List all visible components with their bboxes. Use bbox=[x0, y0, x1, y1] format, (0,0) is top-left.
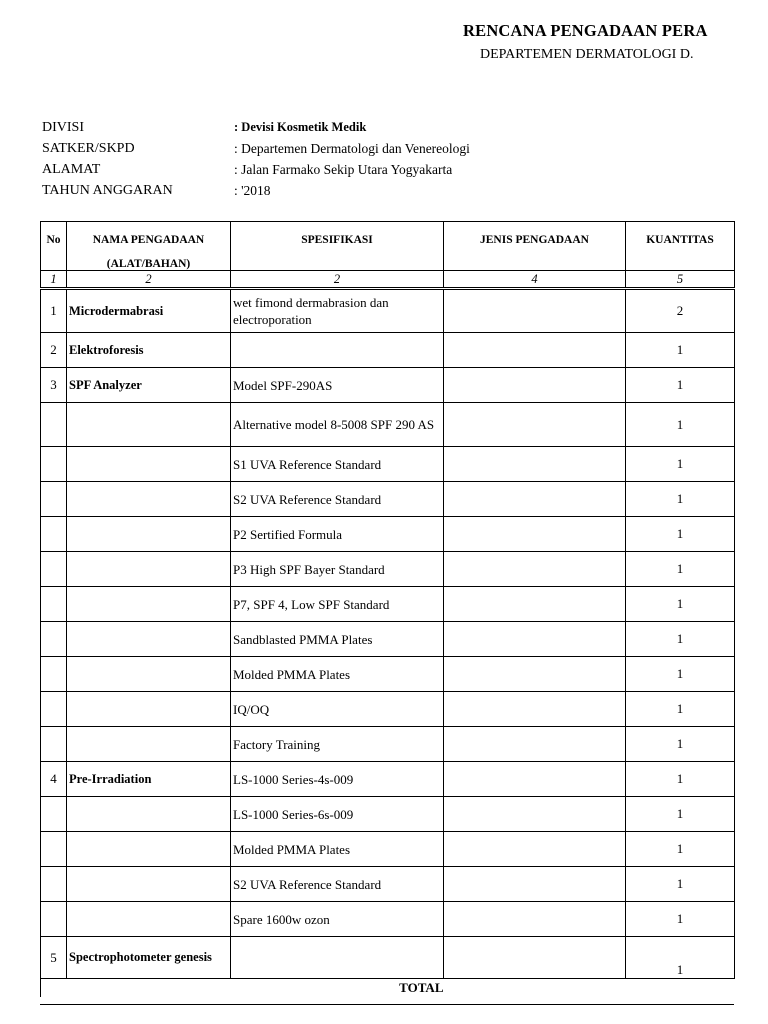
row-number bbox=[41, 657, 67, 692]
row-quantity: 2 bbox=[626, 289, 735, 333]
table-row bbox=[41, 517, 735, 552]
row-item-name bbox=[67, 622, 231, 657]
row-item-name: Spectrophotometer genesis bbox=[67, 937, 231, 979]
header-spesifikasi: SPESIFIKASI bbox=[231, 222, 444, 271]
table-body bbox=[41, 289, 735, 979]
table-row bbox=[41, 447, 735, 482]
table-row bbox=[41, 289, 735, 333]
row-specification: S2 UVA Reference Standard bbox=[231, 482, 444, 517]
row-item-name bbox=[67, 403, 231, 447]
row-item-name bbox=[67, 447, 231, 482]
row-specification: S1 UVA Reference Standard bbox=[231, 447, 444, 482]
column-index-row bbox=[41, 271, 735, 289]
row-jenis-pengadaan bbox=[444, 333, 626, 368]
info-row-tahun-anggaran bbox=[42, 180, 470, 201]
row-quantity: 1 bbox=[626, 762, 735, 797]
row-jenis-pengadaan bbox=[444, 832, 626, 867]
row-quantity: 1 bbox=[626, 727, 735, 762]
total-row bbox=[41, 979, 735, 998]
procurement-table bbox=[40, 221, 735, 997]
row-jenis-pengadaan bbox=[444, 289, 626, 333]
row-number bbox=[41, 902, 67, 937]
row-quantity: 1 bbox=[626, 622, 735, 657]
table-row bbox=[41, 832, 735, 867]
row-quantity: 1 bbox=[626, 368, 735, 403]
row-specification: Model SPF-290AS bbox=[231, 368, 444, 403]
document-subtitle: DEPARTEMEN DERMATOLOGI D. bbox=[480, 47, 694, 62]
row-item-name: Elektroforesis bbox=[67, 333, 231, 368]
total-value bbox=[444, 979, 735, 998]
row-specification: Alternative model 8-5008 SPF 290 AS bbox=[231, 403, 444, 447]
row-jenis-pengadaan bbox=[444, 902, 626, 937]
row-number bbox=[41, 797, 67, 832]
row-specification: LS-1000 Series-6s-009 bbox=[231, 797, 444, 832]
row-specification: S2 UVA Reference Standard bbox=[231, 867, 444, 902]
row-item-name bbox=[67, 517, 231, 552]
table-row bbox=[41, 937, 735, 979]
info-block bbox=[42, 117, 470, 201]
row-jenis-pengadaan bbox=[444, 727, 626, 762]
row-item-name bbox=[67, 727, 231, 762]
document-title: RENCANA PENGADAAN PERA bbox=[463, 21, 708, 40]
row-jenis-pengadaan bbox=[444, 762, 626, 797]
row-quantity: 1 bbox=[626, 902, 735, 937]
row-jenis-pengadaan bbox=[444, 403, 626, 447]
index-cell: 5 bbox=[626, 271, 735, 289]
index-cell: 1 bbox=[41, 271, 67, 289]
header-nama-line1: NAMA PENGADAAN bbox=[92, 234, 205, 246]
row-jenis-pengadaan bbox=[444, 797, 626, 832]
row-number bbox=[41, 552, 67, 587]
row-quantity: 1 bbox=[626, 587, 735, 622]
row-quantity: 1 bbox=[626, 832, 735, 867]
table-row bbox=[41, 587, 735, 622]
row-number: 5 bbox=[41, 937, 67, 979]
index-cell: 2 bbox=[231, 271, 444, 289]
table-row bbox=[41, 552, 735, 587]
info-row-alamat bbox=[42, 159, 470, 180]
row-quantity: 1 bbox=[626, 517, 735, 552]
row-number bbox=[41, 867, 67, 902]
row-number bbox=[41, 727, 67, 762]
table-row bbox=[41, 368, 735, 403]
info-label: ALAMAT bbox=[42, 161, 101, 177]
header-no: No bbox=[41, 222, 67, 271]
info-value: : '2018 bbox=[234, 182, 271, 198]
table-row bbox=[41, 867, 735, 902]
row-specification: IQ/OQ bbox=[231, 692, 444, 727]
row-quantity: 1 bbox=[626, 447, 735, 482]
row-jenis-pengadaan bbox=[444, 482, 626, 517]
row-jenis-pengadaan bbox=[444, 692, 626, 727]
table-row bbox=[41, 797, 735, 832]
row-quantity: 1 bbox=[626, 797, 735, 832]
row-number: 3 bbox=[41, 368, 67, 403]
row-jenis-pengadaan bbox=[444, 587, 626, 622]
row-quantity: 1 bbox=[626, 333, 735, 368]
table-header-row bbox=[41, 222, 735, 271]
row-item-name bbox=[67, 692, 231, 727]
bottom-rule bbox=[40, 1004, 734, 1005]
row-jenis-pengadaan bbox=[444, 867, 626, 902]
table-row bbox=[41, 403, 735, 447]
row-item-name: Microdermabrasi bbox=[67, 289, 231, 333]
row-number: 2 bbox=[41, 333, 67, 368]
table-row bbox=[41, 622, 735, 657]
row-jenis-pengadaan bbox=[444, 517, 626, 552]
table-row bbox=[41, 727, 735, 762]
row-item-name: Pre-Irradiation bbox=[67, 762, 231, 797]
row-number bbox=[41, 447, 67, 482]
row-item-name bbox=[67, 657, 231, 692]
row-jenis-pengadaan bbox=[444, 657, 626, 692]
row-number bbox=[41, 692, 67, 727]
row-item-name: SPF Analyzer bbox=[67, 368, 231, 403]
info-row-divisi bbox=[42, 117, 470, 138]
info-value: : Jalan Farmako Sekip Utara Yogyakarta bbox=[234, 161, 453, 177]
index-cell: 2 bbox=[67, 271, 231, 289]
info-label: SATKER/SKPD bbox=[42, 140, 135, 156]
row-number bbox=[41, 403, 67, 447]
row-item-name bbox=[67, 552, 231, 587]
info-value: : Departemen Dermatologi dan Venereologi bbox=[234, 140, 470, 156]
info-row-satker bbox=[42, 138, 470, 159]
row-item-name bbox=[67, 867, 231, 902]
table-row bbox=[41, 762, 735, 797]
header-kuantitas: KUANTITAS bbox=[626, 222, 735, 271]
info-value: : Devisi Kosmetik Medik bbox=[234, 120, 367, 134]
row-quantity: 1 bbox=[626, 552, 735, 587]
header-nama-pengadaan bbox=[67, 222, 231, 271]
row-specification: Factory Training bbox=[231, 727, 444, 762]
row-number bbox=[41, 587, 67, 622]
row-quantity: 1 bbox=[626, 692, 735, 727]
header-jenis-pengadaan: JENIS PENGADAAN bbox=[444, 222, 626, 271]
row-item-name bbox=[67, 587, 231, 622]
table-row bbox=[41, 657, 735, 692]
index-cell: 4 bbox=[444, 271, 626, 289]
row-number bbox=[41, 832, 67, 867]
row-specification: Spare 1600w ozon bbox=[231, 902, 444, 937]
row-specification: P7, SPF 4, Low SPF Standard bbox=[231, 587, 444, 622]
row-specification bbox=[231, 333, 444, 368]
row-jenis-pengadaan bbox=[444, 552, 626, 587]
row-number bbox=[41, 622, 67, 657]
header-nama-line2: (ALAT/BAHAN) bbox=[106, 258, 191, 270]
row-number bbox=[41, 482, 67, 517]
table-row bbox=[41, 902, 735, 937]
info-label: TAHUN ANGGARAN bbox=[42, 182, 173, 198]
row-jenis-pengadaan bbox=[444, 368, 626, 403]
row-item-name bbox=[67, 797, 231, 832]
info-label: DIVISI bbox=[42, 119, 84, 135]
row-specification: wet fimond dermabrasion dan electroporation bbox=[231, 289, 444, 333]
row-item-name bbox=[67, 902, 231, 937]
row-jenis-pengadaan bbox=[444, 622, 626, 657]
row-specification: P3 High SPF Bayer Standard bbox=[231, 552, 444, 587]
row-quantity: 1 bbox=[626, 403, 735, 447]
row-specification: Sandblasted PMMA Plates bbox=[231, 622, 444, 657]
table-row bbox=[41, 333, 735, 368]
row-number: 4 bbox=[41, 762, 67, 797]
row-specification: Molded PMMA Plates bbox=[231, 832, 444, 867]
total-label: TOTAL bbox=[41, 979, 444, 998]
row-jenis-pengadaan bbox=[444, 937, 626, 979]
row-number: 1 bbox=[41, 289, 67, 333]
row-item-name bbox=[67, 482, 231, 517]
table-row bbox=[41, 692, 735, 727]
row-quantity: 1 bbox=[626, 937, 735, 979]
row-specification: Molded PMMA Plates bbox=[231, 657, 444, 692]
row-specification: P2 Sertified Formula bbox=[231, 517, 444, 552]
row-item-name bbox=[67, 832, 231, 867]
row-specification: LS-1000 Series-4s-009 bbox=[231, 762, 444, 797]
row-quantity: 1 bbox=[626, 657, 735, 692]
row-jenis-pengadaan bbox=[444, 447, 626, 482]
row-specification bbox=[231, 937, 444, 979]
table-row bbox=[41, 482, 735, 517]
row-number bbox=[41, 517, 67, 552]
row-quantity: 1 bbox=[626, 867, 735, 902]
row-quantity: 1 bbox=[626, 482, 735, 517]
